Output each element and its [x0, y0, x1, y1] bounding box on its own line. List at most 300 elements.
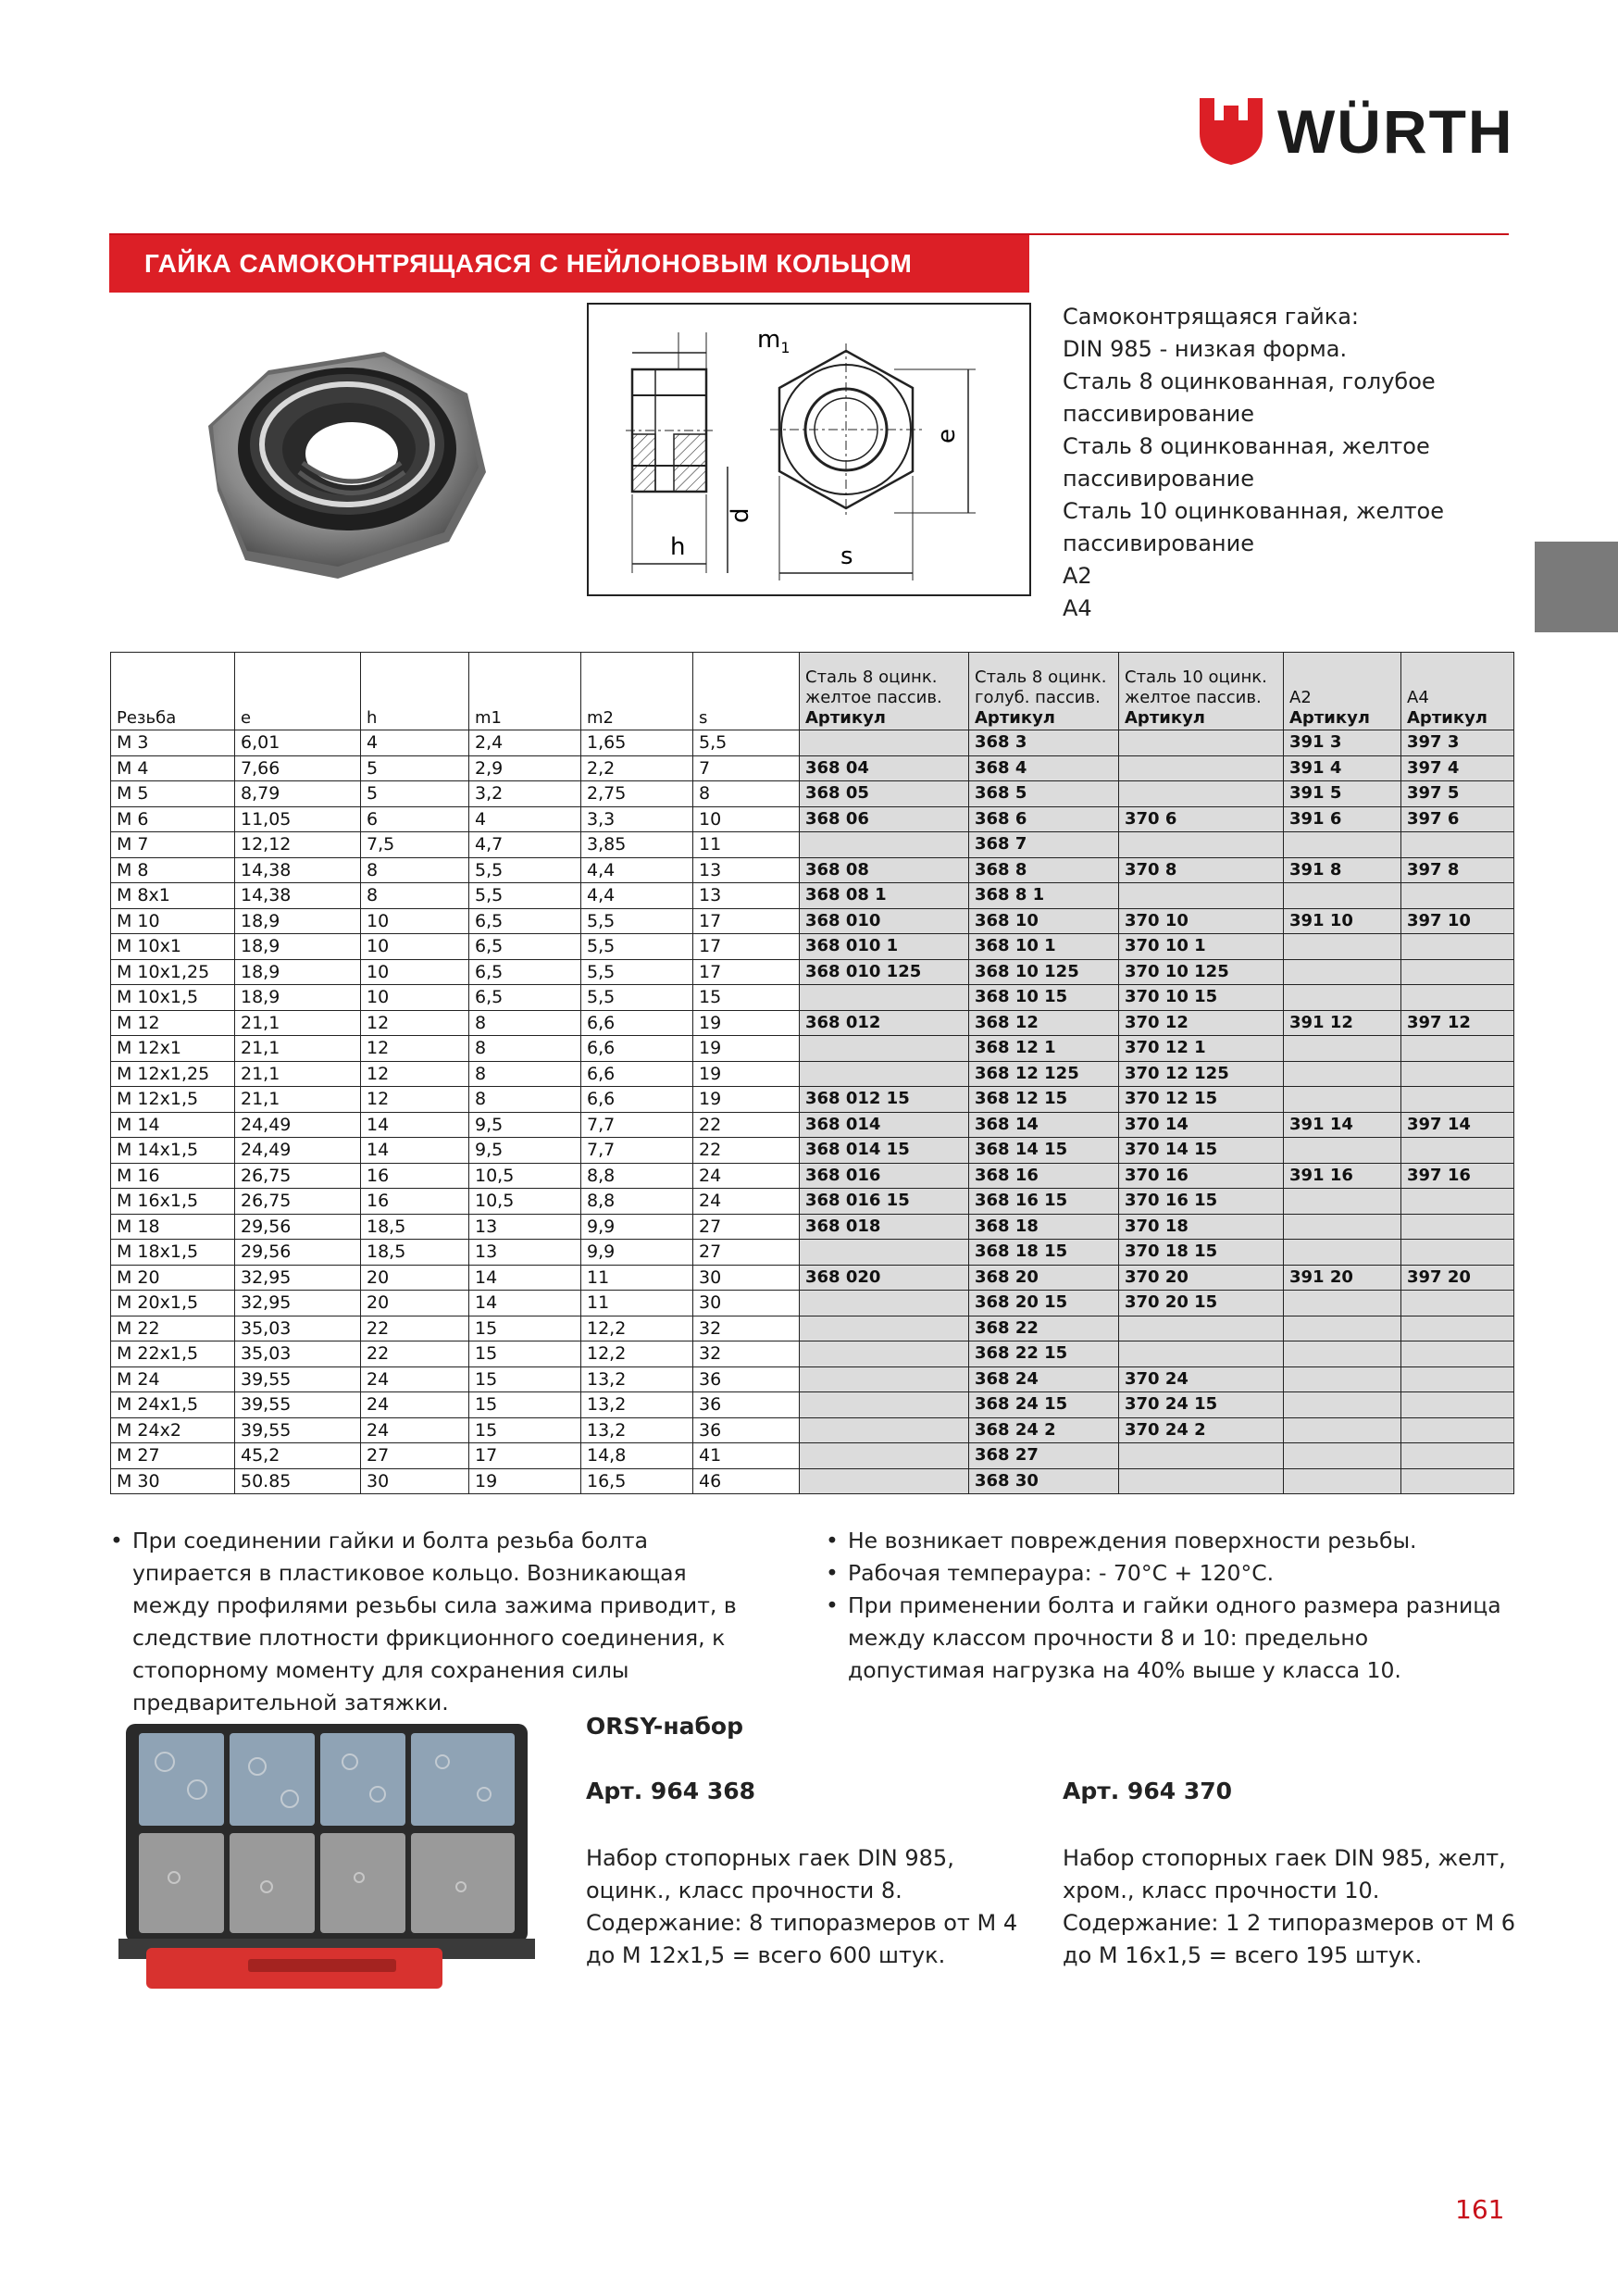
table-cell: 8,8: [581, 1163, 693, 1189]
article-cell: 391 8: [1284, 857, 1401, 883]
article-cell: 368 8: [969, 857, 1119, 883]
table-cell: 18,9: [235, 959, 361, 985]
article-cell: [1119, 730, 1284, 756]
table-cell: 11: [581, 1291, 693, 1316]
orsy-article-2: Арт. 964 370: [1063, 1778, 1233, 1804]
table-cell: 27: [361, 1443, 469, 1469]
article-cell: 397 6: [1401, 806, 1514, 832]
article-cell: [1284, 1214, 1401, 1240]
table-cell: 7,7: [581, 1112, 693, 1138]
desc-line: пассивирование: [1063, 466, 1254, 492]
table-cell: 5: [361, 755, 469, 781]
article-cell: 368 08: [800, 857, 969, 883]
table-cell: M 16x1,5: [111, 1189, 235, 1215]
nut-photo: [180, 315, 504, 611]
table-cell: 13: [469, 1214, 581, 1240]
table-header-row: [111, 653, 1514, 730]
table-cell: M 14x1,5: [111, 1138, 235, 1164]
column-header: [361, 653, 469, 730]
column-header-group: A4: [1407, 688, 1429, 707]
article-cell: [800, 985, 969, 1011]
table-cell: 27: [693, 1214, 800, 1240]
article-cell: 368 24 2: [969, 1417, 1119, 1443]
article-cell: 391 3: [1284, 730, 1401, 756]
article-cell: [1284, 1138, 1401, 1164]
column-header: [969, 653, 1119, 730]
table-cell: 19: [693, 1087, 800, 1113]
article-cell: 391 5: [1284, 781, 1401, 807]
wurth-logo-icon: [1200, 98, 1263, 165]
article-cell: [1401, 1392, 1514, 1418]
article-cell: 370 18: [1119, 1214, 1284, 1240]
article-cell: 368 08 1: [800, 883, 969, 909]
table-cell: 17: [693, 934, 800, 960]
table-cell: 21,1: [235, 1061, 361, 1087]
article-cell: [1119, 832, 1284, 858]
article-cell: 370 18 15: [1119, 1240, 1284, 1266]
table-cell: 17: [469, 1443, 581, 1469]
table-row: [111, 1240, 1514, 1266]
table-cell: 11,05: [235, 806, 361, 832]
table-cell: M 5: [111, 781, 235, 807]
article-cell: 370 24 2: [1119, 1417, 1284, 1443]
table-cell: 24,49: [235, 1112, 361, 1138]
table-cell: 7: [693, 755, 800, 781]
table-row: [111, 1366, 1514, 1392]
article-cell: [1284, 1291, 1401, 1316]
table-cell: 46: [693, 1468, 800, 1494]
article-cell: [1401, 883, 1514, 909]
column-header-label: m1: [475, 708, 502, 728]
brand-name: WÜRTH: [1277, 97, 1514, 166]
table-cell: M 18x1,5: [111, 1240, 235, 1266]
table-row: [111, 1010, 1514, 1036]
table-cell: 17: [693, 908, 800, 934]
table-row: [111, 1265, 1514, 1291]
table-cell: 39,55: [235, 1392, 361, 1418]
article-cell: 368 24 15: [969, 1392, 1119, 1418]
product-description: [1063, 301, 1507, 625]
table-cell: 15: [693, 985, 800, 1011]
article-cell: [1401, 1366, 1514, 1392]
table-cell: 13: [469, 1240, 581, 1266]
label-d: d: [727, 507, 754, 523]
table-cell: 35,03: [235, 1316, 361, 1341]
table-row: [111, 1316, 1514, 1341]
article-cell: 368 18: [969, 1214, 1119, 1240]
table-cell: 10: [361, 908, 469, 934]
table-cell: 15: [469, 1316, 581, 1341]
article-cell: 397 8: [1401, 857, 1514, 883]
article-cell: 370 20: [1119, 1265, 1284, 1291]
article-cell: [1401, 1061, 1514, 1087]
table-cell: 4,7: [469, 832, 581, 858]
table-cell: 16,5: [581, 1468, 693, 1494]
table-cell: 8: [693, 781, 800, 807]
table-cell: 10,5: [469, 1189, 581, 1215]
table-cell: 16: [361, 1163, 469, 1189]
article-cell: [1284, 1240, 1401, 1266]
article-cell: 397 10: [1401, 908, 1514, 934]
table-cell: M 3: [111, 730, 235, 756]
article-cell: 368 30: [969, 1468, 1119, 1494]
article-cell: 368 12 1: [969, 1036, 1119, 1062]
technical-drawing: [587, 303, 1031, 596]
column-header: [1401, 653, 1514, 730]
article-cell: 368 06: [800, 806, 969, 832]
table-row: [111, 934, 1514, 960]
article-cell: 368 5: [969, 781, 1119, 807]
article-cell: [1401, 1189, 1514, 1215]
table-row: [111, 781, 1514, 807]
article-cell: [1119, 755, 1284, 781]
table-cell: 32: [693, 1316, 800, 1341]
table-cell: 7,5: [361, 832, 469, 858]
table-cell: 32,95: [235, 1265, 361, 1291]
article-cell: 368 10 125: [969, 959, 1119, 985]
article-cell: [1401, 1214, 1514, 1240]
table-row: [111, 1163, 1514, 1189]
table-cell: 6,5: [469, 985, 581, 1011]
article-cell: 368 18 15: [969, 1240, 1119, 1266]
table-cell: 8: [361, 883, 469, 909]
article-cell: 397 3: [1401, 730, 1514, 756]
table-row: [111, 755, 1514, 781]
table-cell: 10: [361, 959, 469, 985]
table-cell: M 10x1: [111, 934, 235, 960]
column-header-label: m2: [587, 708, 614, 728]
table-cell: 22: [693, 1138, 800, 1164]
table-cell: 2,75: [581, 781, 693, 807]
column-header-label: Резьба: [117, 708, 177, 728]
table-cell: 10,5: [469, 1163, 581, 1189]
table-cell: M 10: [111, 908, 235, 934]
table-cell: 8,79: [235, 781, 361, 807]
article-cell: 397 12: [1401, 1010, 1514, 1036]
label-s: s: [840, 543, 853, 570]
article-cell: 368 16 15: [969, 1189, 1119, 1215]
table-cell: 6,6: [581, 1087, 693, 1113]
column-header-label: Артикул: [1407, 708, 1487, 728]
section-tab: [1535, 542, 1618, 632]
article-cell: [800, 730, 969, 756]
article-cell: 370 10 125: [1119, 959, 1284, 985]
label-h: h: [670, 533, 686, 561]
table-cell: 16: [361, 1189, 469, 1215]
table-cell: M 14: [111, 1112, 235, 1138]
table-row: [111, 1417, 1514, 1443]
article-cell: 397 4: [1401, 755, 1514, 781]
label-e: e: [933, 429, 961, 443]
wurth-logo: [1200, 96, 1514, 170]
article-cell: 397 5: [1401, 781, 1514, 807]
table-cell: M 10x1,5: [111, 985, 235, 1011]
column-header-label: Артикул: [1125, 708, 1205, 728]
article-cell: [1401, 1036, 1514, 1062]
table-cell: 5,5: [581, 934, 693, 960]
table-cell: 3,3: [581, 806, 693, 832]
table-row: [111, 730, 1514, 756]
column-header-group: голуб. пассив.: [975, 688, 1101, 707]
table-cell: 9,5: [469, 1112, 581, 1138]
article-cell: [1401, 1240, 1514, 1266]
spec-table: [110, 652, 1514, 1494]
table-cell: M 16: [111, 1163, 235, 1189]
article-cell: 370 16: [1119, 1163, 1284, 1189]
article-cell: 368 010 1: [800, 934, 969, 960]
table-cell: 50.85: [235, 1468, 361, 1494]
table-cell: 14,38: [235, 857, 361, 883]
table-cell: 19: [693, 1061, 800, 1087]
table-cell: 24: [693, 1163, 800, 1189]
article-cell: [800, 832, 969, 858]
table-row: [111, 883, 1514, 909]
page-title: ГАЙКА САМОКОНТРЯЩАЯСЯ С НЕЙЛОНОВЫМ КОЛЬЦОМ: [109, 235, 1029, 293]
table-cell: 21,1: [235, 1036, 361, 1062]
column-header: [1284, 653, 1401, 730]
article-cell: 368 12 125: [969, 1061, 1119, 1087]
article-cell: 368 018: [800, 1214, 969, 1240]
article-cell: 368 016 15: [800, 1189, 969, 1215]
article-cell: 370 6: [1119, 806, 1284, 832]
table-cell: 4: [469, 806, 581, 832]
article-cell: [800, 1036, 969, 1062]
bullet-item: • При применении болта и гайки одного размера разница между классом прочности 8 и 10: предельно допустимая нагрузка на 40% выше у класса 10.: [826, 1590, 1511, 1687]
article-cell: 368 14 15: [969, 1138, 1119, 1164]
article-cell: 370 10 1: [1119, 934, 1284, 960]
article-cell: [1401, 1443, 1514, 1469]
table-cell: 14: [469, 1291, 581, 1316]
table-cell: 18,9: [235, 985, 361, 1011]
table-cell: 18,5: [361, 1240, 469, 1266]
table-cell: 5,5: [693, 730, 800, 756]
table-cell: 12,2: [581, 1341, 693, 1367]
table-cell: 8: [469, 1010, 581, 1036]
table-cell: 36: [693, 1417, 800, 1443]
table-cell: 13,2: [581, 1392, 693, 1418]
article-cell: 368 27: [969, 1443, 1119, 1469]
table-cell: M 30: [111, 1468, 235, 1494]
table-row: [111, 1036, 1514, 1062]
article-cell: 368 12: [969, 1010, 1119, 1036]
column-header: [1119, 653, 1284, 730]
table-cell: 8: [469, 1087, 581, 1113]
table-cell: 2,2: [581, 755, 693, 781]
table-cell: M 6: [111, 806, 235, 832]
table-cell: 4: [361, 730, 469, 756]
table-row: [111, 1468, 1514, 1494]
table-cell: 22: [693, 1112, 800, 1138]
column-header-group: желтое пассив.: [805, 688, 942, 707]
article-cell: 370 24 15: [1119, 1392, 1284, 1418]
article-cell: 397 20: [1401, 1265, 1514, 1291]
table-cell: 12: [361, 1036, 469, 1062]
article-cell: 370 12 1: [1119, 1036, 1284, 1062]
desc-line: Сталь 8 оцинкованная, голубое: [1063, 368, 1436, 394]
table-cell: M 8: [111, 857, 235, 883]
table-cell: 45,2: [235, 1443, 361, 1469]
article-cell: 397 14: [1401, 1112, 1514, 1138]
article-cell: [800, 1443, 969, 1469]
article-cell: [1284, 934, 1401, 960]
article-cell: 391 16: [1284, 1163, 1401, 1189]
table-cell: 20: [361, 1265, 469, 1291]
article-cell: [800, 1417, 969, 1443]
table-cell: M 22x1,5: [111, 1341, 235, 1367]
table-row: [111, 857, 1514, 883]
orsy-text-2: Набор стопорных гаек DIN 985, желт, хром., класс прочности 10. Содержание: 1 2 типоразмеров от M 6 до M 16x1,5 = всего 195 штук.: [1063, 1845, 1516, 1968]
table-cell: 6: [361, 806, 469, 832]
bullet-item: • Не возникает повреждения поверхности резьбы.: [826, 1525, 1511, 1557]
article-cell: 391 6: [1284, 806, 1401, 832]
table-cell: 22: [361, 1316, 469, 1341]
article-cell: [1284, 1417, 1401, 1443]
article-cell: [1284, 832, 1401, 858]
article-cell: [1401, 1316, 1514, 1341]
article-cell: 368 012: [800, 1010, 969, 1036]
column-header: [469, 653, 581, 730]
article-cell: 368 016: [800, 1163, 969, 1189]
article-cell: [800, 1468, 969, 1494]
article-cell: [1119, 1443, 1284, 1469]
column-header-label: Артикул: [805, 708, 886, 728]
table-cell: 13,2: [581, 1417, 693, 1443]
column-header: [800, 653, 969, 730]
table-cell: 13: [693, 883, 800, 909]
table-cell: 8: [469, 1061, 581, 1087]
table-cell: 22: [361, 1341, 469, 1367]
article-cell: [1119, 1468, 1284, 1494]
article-cell: 397 16: [1401, 1163, 1514, 1189]
bullets-right: [826, 1525, 1511, 1687]
column-header-group: A2: [1289, 688, 1312, 707]
table-cell: 6,5: [469, 934, 581, 960]
column-header: [111, 653, 235, 730]
column-header-label: Артикул: [975, 708, 1055, 728]
table-cell: 18,9: [235, 908, 361, 934]
table-cell: 9,9: [581, 1240, 693, 1266]
table-cell: M 20: [111, 1265, 235, 1291]
table-row: [111, 985, 1514, 1011]
bullet-item: • Рабочая темпераура: - 70°C + 120°C.: [826, 1557, 1511, 1590]
table-cell: 21,1: [235, 1010, 361, 1036]
table-row: [111, 959, 1514, 985]
table-cell: 6,5: [469, 959, 581, 985]
article-cell: 368 7: [969, 832, 1119, 858]
table-cell: 39,55: [235, 1417, 361, 1443]
desc-line: пассивирование: [1063, 530, 1254, 556]
table-cell: 14,38: [235, 883, 361, 909]
table-cell: 14: [469, 1265, 581, 1291]
table-body: [111, 730, 1514, 1494]
article-cell: 368 012 15: [800, 1087, 969, 1113]
table-cell: 15: [469, 1366, 581, 1392]
article-cell: 370 10: [1119, 908, 1284, 934]
table-cell: 36: [693, 1392, 800, 1418]
article-cell: [1284, 1316, 1401, 1341]
article-cell: [1401, 959, 1514, 985]
table-cell: 29,56: [235, 1240, 361, 1266]
article-cell: [800, 1392, 969, 1418]
table-cell: 17: [693, 959, 800, 985]
article-cell: [800, 1291, 969, 1316]
table-cell: 8: [361, 857, 469, 883]
article-cell: [1119, 781, 1284, 807]
article-cell: 368 16: [969, 1163, 1119, 1189]
article-cell: 391 20: [1284, 1265, 1401, 1291]
table-cell: 4,4: [581, 883, 693, 909]
table-cell: 18,5: [361, 1214, 469, 1240]
article-cell: 368 10 15: [969, 985, 1119, 1011]
article-cell: 370 16 15: [1119, 1189, 1284, 1215]
table-cell: 8,8: [581, 1189, 693, 1215]
table-cell: 24: [693, 1189, 800, 1215]
table-cell: 6,01: [235, 730, 361, 756]
table-cell: 3,85: [581, 832, 693, 858]
article-cell: 370 12: [1119, 1010, 1284, 1036]
table-cell: 15: [469, 1341, 581, 1367]
table-cell: 13,2: [581, 1366, 693, 1392]
table-cell: 1,65: [581, 730, 693, 756]
orsy-article-1: Арт. 964 368: [586, 1778, 756, 1804]
table-cell: 7,7: [581, 1138, 693, 1164]
table-cell: M 24x1,5: [111, 1392, 235, 1418]
table-cell: 14: [361, 1138, 469, 1164]
table-cell: M 22: [111, 1316, 235, 1341]
table-cell: M 12x1,25: [111, 1061, 235, 1087]
table-row: [111, 1443, 1514, 1469]
table-cell: M 24: [111, 1366, 235, 1392]
table-cell: 10: [693, 806, 800, 832]
desc-line: Самоконтрящаяся гайка:: [1063, 304, 1359, 330]
table-cell: 4,4: [581, 857, 693, 883]
article-cell: 370 12 15: [1119, 1087, 1284, 1113]
article-cell: [1401, 832, 1514, 858]
table-cell: 8: [469, 1036, 581, 1062]
article-cell: [1284, 1366, 1401, 1392]
article-cell: 368 010 125: [800, 959, 969, 985]
article-cell: 370 24: [1119, 1366, 1284, 1392]
table-cell: M 8x1: [111, 883, 235, 909]
article-cell: 368 014 15: [800, 1138, 969, 1164]
table-cell: 7,66: [235, 755, 361, 781]
table-cell: 14,8: [581, 1443, 693, 1469]
desc-line: A2: [1063, 563, 1092, 589]
table-cell: 27: [693, 1240, 800, 1266]
article-cell: [1284, 985, 1401, 1011]
table-cell: 5,5: [581, 985, 693, 1011]
column-header-label: Артикул: [1289, 708, 1370, 728]
table-row: [111, 1214, 1514, 1240]
label-m1: $m_1$: [757, 326, 790, 356]
table-cell: 5,5: [469, 883, 581, 909]
table-cell: 5,5: [581, 908, 693, 934]
table-cell: M 24x2: [111, 1417, 235, 1443]
table-cell: 5,5: [469, 857, 581, 883]
table-row: [111, 1138, 1514, 1164]
desc-line: Сталь 10 оцинкованная, желтое: [1063, 498, 1445, 524]
table-cell: M 7: [111, 832, 235, 858]
table-cell: 39,55: [235, 1366, 361, 1392]
table-cell: 30: [693, 1265, 800, 1291]
table-cell: M 10x1,25: [111, 959, 235, 985]
orsy-title: ORSY-набор: [586, 1713, 743, 1740]
table-cell: 24,49: [235, 1138, 361, 1164]
table-cell: M 27: [111, 1443, 235, 1469]
table-cell: 5,5: [581, 959, 693, 985]
article-cell: [1284, 1341, 1401, 1367]
article-cell: [1401, 1468, 1514, 1494]
